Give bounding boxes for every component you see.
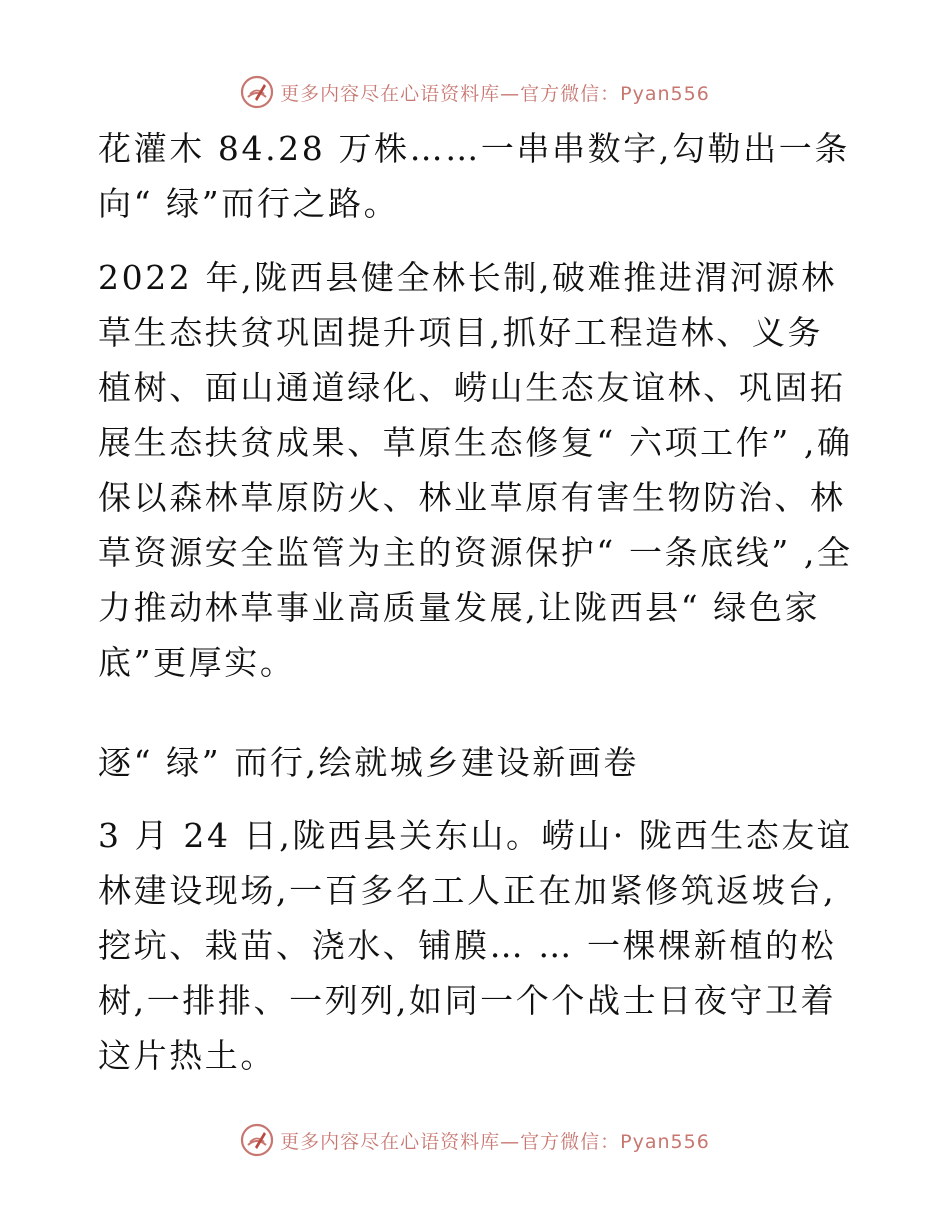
book-pen-logo-icon xyxy=(240,1123,274,1157)
bottom-watermark xyxy=(0,1120,950,1160)
watermark-text: 更多内容尽在心语资料库—官方微信：Pyan556 xyxy=(280,82,710,105)
paragraph-3: 3 月 24 日,陇西县关东山。崂山· 陇西生态友谊林建设现场,一百多名工人正在加紧修筑返坡台,挖坑、栽苗、浇水、铺膜… … 一棵棵新植的松树,一排排、一列列,如同一个个战士日夜守卫着这片热土。 xyxy=(98,816,853,1075)
watermark-text: 更多内容尽在心语资料库—官方微信：Pyan556 xyxy=(280,1130,710,1153)
top-watermark xyxy=(0,72,950,112)
paragraph-1: 花灌木 84.28 万株……一串串数字,勾勒出一条向“ 绿”而行之路。 xyxy=(98,129,850,223)
section-heading: 逐“ 绿” 而行,绘就城乡建设新画卷 xyxy=(98,743,640,782)
book-pen-logo-icon xyxy=(240,75,274,109)
paragraph-2: 2022 年,陇西县健全林长制,破难推进渭河源林草生态扶贫巩固提升项目,抓好工程造林、义务植树、面山通道绿化、崂山生态友谊林、巩固拓展生态扶贫成果、草原生态修复“ 六项工作” ,确保以森林草原防火、林业草原有害生物防治、林草资源安全监管为主的资源保护“ 一条底线” ,全力推动林草事业高质量发展,让陇西县“ 绿色家底”更厚实。 xyxy=(98,258,853,682)
